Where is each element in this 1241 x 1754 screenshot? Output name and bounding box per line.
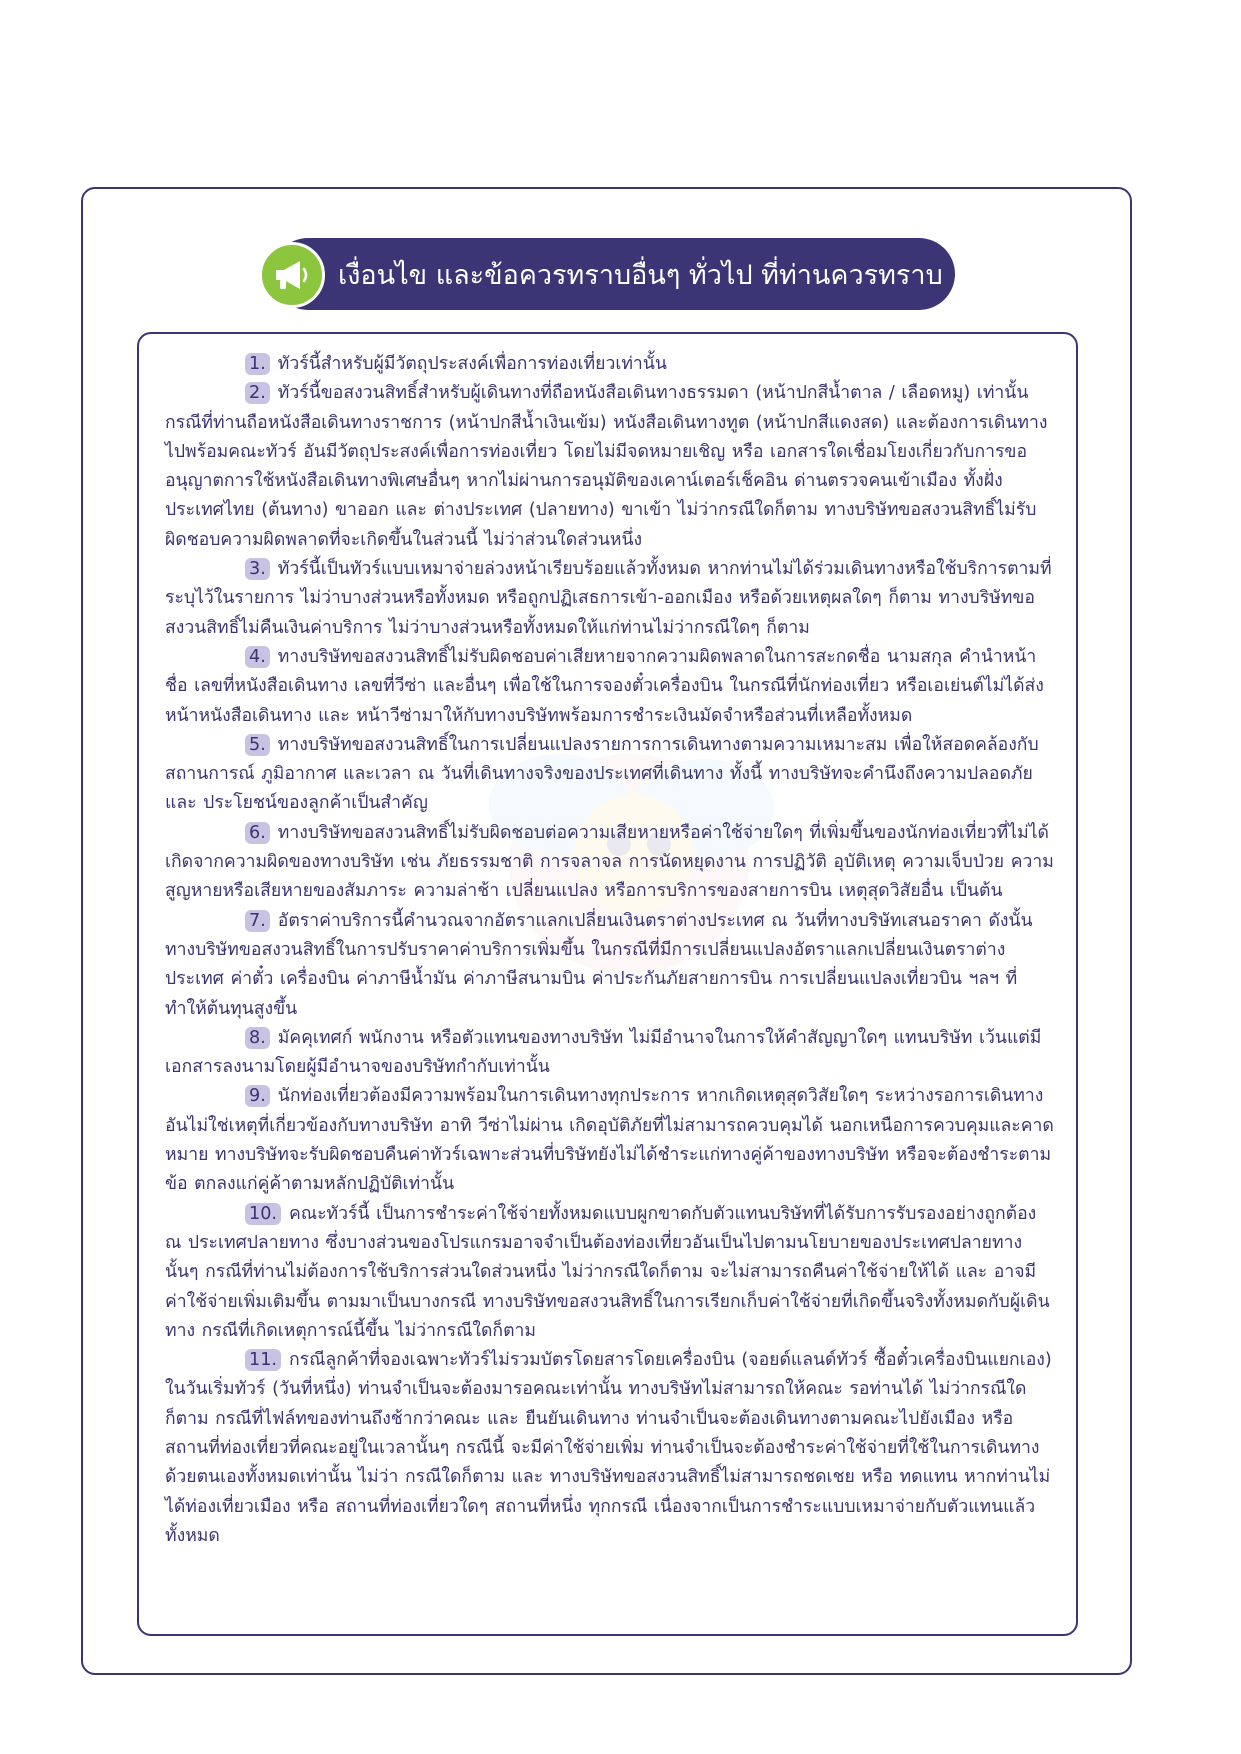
terms-list [165, 350, 1055, 1551]
term-number-badge: 7. [245, 910, 270, 932]
term-item [165, 379, 1055, 555]
term-text: ทัวร์นี้ขอสงวนสิทธิ์สำหรับผู้เดินทางที่ถือหนังสือเดินทางธรรมดา (หน้าปกสีน้ำตาล / เลือดหมู) เท่านั้น กรณีที่ท่านถือหนังสือเดินทางราชการ (หน้าปกสีน้ำเงินเข้ม) หนังสือเดินทางทูต (หน้าปกสีแดงสด) และต้องการเดินทางไปพร้อมคณะทัวร์ อันมีวัตถุประสงค์เพื่อการท่องเที่ยว โดยไม่มีจดหมายเชิญ หรือ เอกสารใดเชื่อมโยงเกี่ยวกับการขออนุญาตการใช้หนังสือเดินทางพิเศษอื่นๆ หากไม่ผ่านการอนุมัติของเคาน์เตอร์เช็คอิน ด่านตรวจคนเข้าเมือง ทั้งฝั่งประเทศไทย (ต้นทาง) ขาออก และ ต่างประเทศ (ปลายทาง) ขาเข้า ไม่ว่ากรณีใดก็ตาม ทางบริษัทขอสงวนสิทธิ์ไม่รับผิดชอบความผิดพลาดที่จะเกิดขึ้นในส่วนนี้ ไม่ว่าส่วนใดส่วนหนึ่ง [165, 383, 1048, 550]
term-number-badge: 10. [245, 1203, 281, 1225]
term-item [165, 731, 1055, 819]
term-item [165, 1200, 1055, 1346]
term-item [165, 643, 1055, 731]
term-number-badge: 6. [245, 822, 270, 844]
term-number-badge: 4. [245, 646, 270, 668]
term-item [165, 1024, 1055, 1083]
term-text: กรณีลูกค้าที่จองเฉพาะทัวร์ไม่รวมบัตรโดยสารโดยเครื่องบิน (จอยด์แลนด์ทัวร์ ซื้อตั๋วเครื่องบินแยกเอง) ในวันเริ่มทัวร์ (วันที่หนึ่ง) ท่านจำเป็นจะต้องมารอคณะเท่านั้น ทางบริษัทไม่สามารถให้คณะ รอท่านได้ ไม่ว่ากรณีใดก็ตาม กรณีที่ไฟล์ทของท่านถึงช้ากว่าคณะ และ ยืนยันเดินทาง ท่านจำเป็นจะต้องเดินทางตามคณะไปยังเมือง หรือ สถานที่ท่องเที่ยวที่คณะอยู่ในเวลานั้นๆ กรณีนี้ จะมีค่าใช้จ่ายเพิ่ม ท่านจำเป็นจะต้องชำระค่าใช้จ่ายที่ใช้ในการเดินทางด้วยตนเองทั้งหมดเท่านั้น ไม่ว่า กรณีใดก็ตาม และ ทางบริษัทขอสงวนสิทธิ์ไม่สามารถชดเชย หรือ ทดแทน หากท่านไม่ได้ท่องเที่ยวเมือง หรือ สถานที่ท่องเที่ยวใดๆ สถานที่หนึ่ง ทุกกรณี เนื่องจากเป็นการชำระแบบเหมาจ่ายกับตัวแทนแล้วทั้งหมด [165, 1350, 1052, 1546]
term-text: ทางบริษัทขอสงวนสิทธิ์ไม่รับผิดชอบต่อความเสียหายหรือค่าใช้จ่ายใดๆ ที่เพิ่มขึ้นของนักท่องเที่ยวที่ไม่ได้เกิดจากความผิดของทางบริษัท เช่น ภัยธรรมชาติ การจลาจล การนัดหยุดงาน การปฏิวัติ อุบัติเหตุ ความเจ็บป่วย ความสูญหายหรือเสียหายของสัมภาระ ความล่าช้า เปลี่ยนแปลง หรือการบริการของสายการบิน เหตุสุดวิสัยอื่น เป็นต้น [165, 822, 1054, 902]
term-text: มัคคุเทศก์ พนักงาน หรือตัวแทนของทางบริษัท ไม่มีอำนาจในการให้คำสัญญาใดๆ แทนบริษัท เว้นแต่มีเอกสารลงนามโดยผู้มีอำนาจของบริษัทกำกับเท่านั้น [165, 1027, 1042, 1078]
megaphone-icon [273, 259, 311, 291]
term-text: ทัวร์นี้เป็นทัวร์แบบเหมาจ่ายล่วงหน้าเรียบร้อยแล้วทั้งหมด หากท่านไม่ได้ร่วมเดินทางหรือใช้บริการตามที่ระบุไว้ในรายการ ไม่ว่าบางส่วนหรือทั้งหมด หรือถูกปฏิเสธการเข้า-ออกเมือง หรือด้วยเหตุผลใดๆ ก็ตาม ทางบริษัทขอสงวนสิทธิ์ไม่คืนเงินค่าบริการ ไม่ว่าบางส่วนหรือทั้งหมดให้แก่ท่านไม่ว่ากรณีใดๆ ก็ตาม [165, 559, 1052, 638]
header-icon-badge [259, 242, 325, 308]
term-number-badge: 5. [245, 734, 270, 756]
term-item [165, 1082, 1055, 1199]
term-number-badge: 1. [245, 353, 270, 375]
term-item [165, 555, 1055, 643]
terms-box [137, 332, 1078, 1636]
term-text: อัตราค่าบริการนี้คำนวณจากอัตราแลกเปลี่ยนเงินตราต่างประเทศ ณ วันที่ทางบริษัทเสนอราคา ดังนั้น ทางบริษัทขอสงวนสิทธิ์ในการปรับราคาค่าบริการเพิ่มขึ้น ในกรณีที่มีการเปลี่ยนแปลงอัตราแลกเปลี่ยนเงินตราต่างประเทศ ค่าตั๋ว เครื่องบิน ค่าภาษีน้ำมัน ค่าภาษีสนามบิน ค่าประกันภัยสายการบิน การเปลี่ยนแปลงเที่ยวบิน ฯลฯ ที่ทำให้ต้นทุนสูงขึ้น [165, 910, 1033, 1019]
term-item [165, 907, 1055, 1024]
term-text: นักท่องเที่ยวต้องมีความพร้อมในการเดินทางทุกประการ หากเกิดเหตุสุดวิสัยใดๆ ระหว่างรอการเดินทาง อันไม่ใช่เหตุที่เกี่ยวข้องกับทางบริษัท อาทิ วีซ่าไม่ผ่าน เกิดอุบัติภัยที่ไม่สามารถควบคุมได้ นอกเหนือการควบคุมและคาดหมาย ทางบริษัทจะรับผิดชอบคืนค่าทัวร์เฉพาะส่วนที่บริษัทยังไม่ได้ชำระแก่ทางคู่ค้าของทางบริษัท หรือจะต้องชำระตามข้อ ตกลงแก่คู่ค้าตามหลักปฏิบัติเท่านั้น [165, 1086, 1054, 1195]
term-text: คณะทัวร์นี้ เป็นการชำระค่าใช้จ่ายทั้งหมดแบบผูกขาดกับตัวแทนบริษัทที่ได้รับการรับรองอย่างถูกต้อง ณ ประเทศปลายทาง ซึ่งบางส่วนของโปรแกรมอาจจำเป็นต้องท่องเที่ยวอันเป็นไปตามนโยบายของประเทศปลายทางนั้นๆ กรณีที่ท่านไม่ต้องการใช้บริการส่วนใดส่วนหนึ่ง ไม่ว่ากรณีใดก็ตาม จะไม่สามารถคืนค่าใช้จ่ายให้ได้ และ อาจมีค่าใช้จ่ายเพิ่มเติมขึ้น ตามมาเป็นบางกรณี ทางบริษัทขอสงวนสิทธิ์ในการเรียกเก็บค่าใช้จ่ายที่เกิดขึ้นจริงทั้งหมดกับผู้เดินทาง กรณีที่เกิดเหตุการณ์นี้ขึ้น ไม่ว่ากรณีใดก็ตาม [165, 1203, 1050, 1341]
term-text: ทางบริษัทขอสงวนสิทธิ์ในการเปลี่ยนแปลงรายการการเดินทางตามความเหมาะสม เพื่อให้สอดคล้องกับ สถานการณ์ ภูมิอากาศ และเวลา ณ วันที่เดินทางจริงของประเทศที่เดินทาง ทั้งนี้ ทางบริษัทจะคำนึงถึงความปลอดภัย และ ประโยชน์ของลูกค้าเป็นสำคัญ [165, 734, 1039, 814]
term-number-badge: 3. [245, 558, 270, 580]
term-text: ทางบริษัทขอสงวนสิทธิ์ไม่รับผิดชอบค่าเสียหายจากความผิดพลาดในการสะกดชื่อ นามสกุล คำนำหน้าชื่อ เลขที่หนังสือเดินทาง เลขที่วีซ่า และอื่นๆ เพื่อใช้ในการจองตั๋วเครื่องบิน ในกรณีที่นักท่องเที่ยว หรือเอเย่นต์ไม่ได้ส่งหน้าหนังสือเดินทาง และ หน้าวีซ่ามาให้กับทางบริษัทพร้อมการชำระเงินมัดจำหรือส่วนที่เหลือทั้งหมด [165, 646, 1044, 726]
term-item [165, 1346, 1055, 1551]
term-number-badge: 2. [245, 382, 270, 404]
term-number-badge: 9. [245, 1085, 270, 1107]
term-text: ทัวร์นี้สำหรับผู้มีวัตถุประสงค์เพื่อการท่องเที่ยวเท่านั้น [277, 354, 667, 374]
term-number-badge: 11. [245, 1349, 281, 1371]
page-title: เงื่อนไข และข้อควรทราบอื่นๆ ทั่วไป ที่ท่านควรทราบ [338, 259, 943, 291]
term-item [165, 350, 1055, 379]
term-number-badge: 8. [245, 1027, 270, 1049]
term-item [165, 819, 1055, 907]
